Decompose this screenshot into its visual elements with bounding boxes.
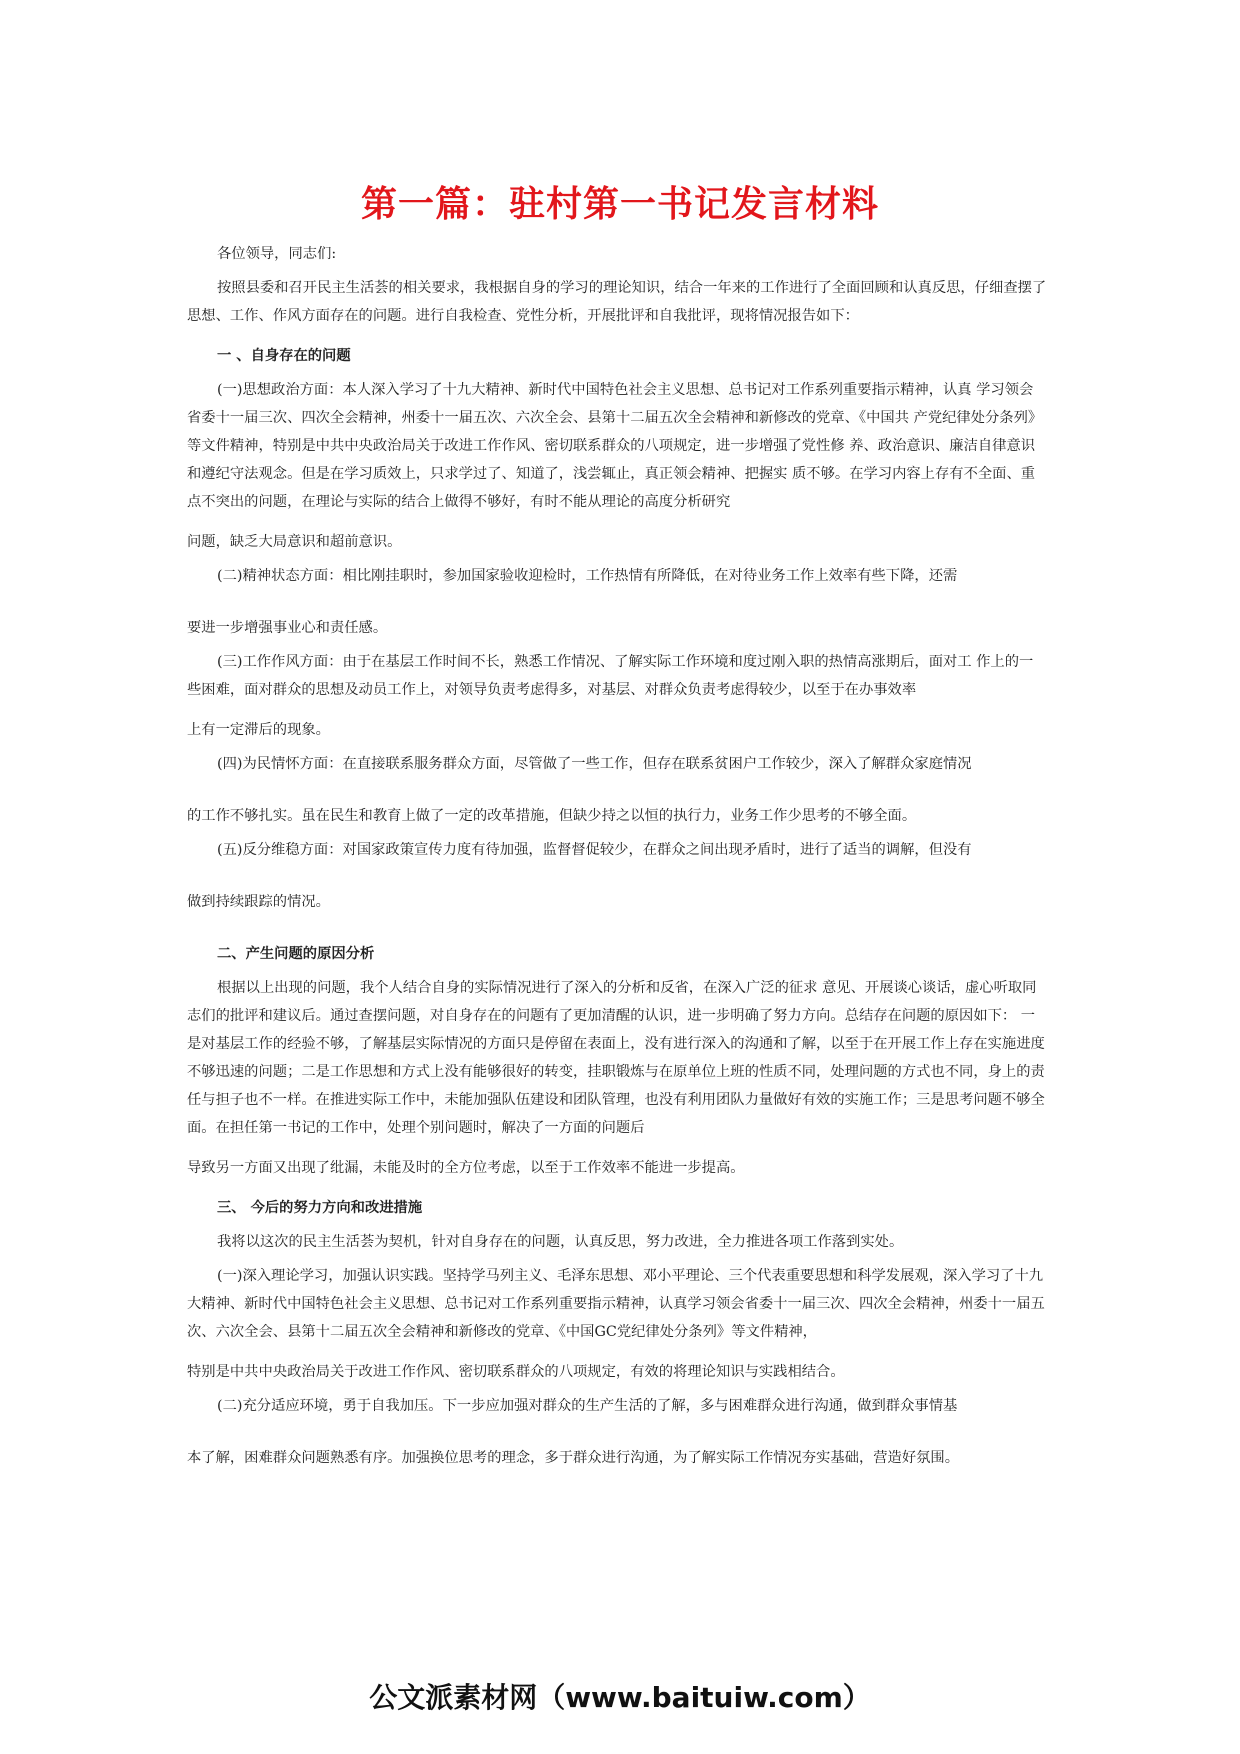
greeting: 各位领导，同志们: [217, 246, 337, 262]
section-1-paragraph-2: (二)精神状态方面：相比刚挂职时，参加国家验收迎检时，工作热情有所降低，在对待业务工作上效率有些下降，还需 [217, 568, 958, 584]
section-2-paragraph-1-continued: 导致另一方面又出现了纰漏，未能及时的全方位考虑，以至于工作效率不能进一步提高。 [187, 1160, 745, 1176]
section-1-heading: 一 、自身存在的问题 [217, 348, 351, 364]
section-1-paragraph-5-continued: 做到持续跟踪的情况。 [187, 894, 330, 910]
section-2-paragraph-1: 根据以上出现的问题，我个人结合自身的实际情况进行了深入的分析和反省，在深入广泛的征求 意见、开展谈心谈话，虚心听取同志们的批评和建议后。通过查摆问题，对自身存在的问题有了更加清醒的认识，进一步明确了努力方向。总结存在问题的原因如下： 一是对基层工作的经验不够，了解基层实际情况的方面只是停留在表面上，没有进行深入的沟通和了解，以至于在开展工作上存在实施进度不够迅速的问题；二是工作思想和方式上没有能够很好的转变，挂职锻炼与在原单位上班的性质不同，处理问题的方式也不同，身上的责任与担子也不一样。在推进实际工作中，未能加强队伍建设和团队管理，也没有利用团队力量做好有效的实施工作；三是思考问题不够全面。在担任第一书记的工作中，处理个别问题时，解决了一方面的问题后 [187, 980, 1045, 1136]
section-2-heading: 二、产生问题的原因分析 [217, 946, 375, 962]
section-1-paragraph-5: (五)反分维稳方面：对国家政策宣传力度有待加强，监督督促较少，在群众之间出现矛盾时，进行了适当的调解，但没有 [217, 842, 972, 858]
section-1-paragraph-3-continued: 上有一定滞后的现象。 [187, 722, 330, 738]
section-3-paragraph-1: (一)深入理论学习，加强认识实践。坚持学马列主义、毛泽东思想、邓小平理论、三个代表重要思想和科学发展观，深入学习了十九大精神、新时代中国特色社会主义思想、总书记对工作系列重要指示精神，认真学习领会省委十一届三次、四次全会精神，州委十一届五次、六次全会、县第十二届五次全会精神和新修改的党章、《中国GC党纪律处分条列》等文件精神， [187, 1268, 1045, 1340]
section-1-paragraph-2-continued: 要进一步增强事业心和责任感。 [187, 620, 388, 636]
section-3-paragraph-1-continued: 特别是中共中央政治局关于改进工作作风、密切联系群众的八项规定，有效的将理论知识与实践相结合。 [187, 1364, 845, 1380]
section-3-intro: 我将以这次的民主生活荟为契机，针对自身存在的问题，认真反思，努力改进，全力推进各项工作落到实处。 [217, 1234, 904, 1250]
section-3-paragraph-2: (二)充分适应环境，勇于自我加压。下一步应加强对群众的生产生活的了解，多与困难群众进行沟通，做到群众事情基 [217, 1398, 958, 1414]
section-1-paragraph-3: (三)工作作风方面：由于在基层工作时间不长，熟悉工作情况、了解实际工作环境和度过刚入职的热情高涨期后，面对工 作上的一些困难，面对群众的思想及动员工作上，对领导负责考虑得多，对基层、对群众负责考虑得较少，以至于在办事效率 [187, 654, 1034, 698]
source-footer: 公文派素材网（www.baituiw.com） [369, 1681, 871, 1714]
document-body [187, 240, 1047, 1472]
section-1-paragraph-1-continued: 问题，缺乏大局意识和超前意识。 [187, 534, 402, 550]
section-1-paragraph-4-continued: 的工作不够扎实。虽在民生和教育上做了一定的改革措施，但缺少持之以恒的执行力，业务工作少思考的不够全面。 [187, 808, 917, 824]
intro-paragraph: 按照县委和召开民主生活荟的相关要求，我根据自身的学习的理论知识，结合一年来的工作进行了全面回顾和认真反思，仔细查摆了思想、工作、作风方面存在的问题。进行自我检查、党性分析，开展批评和自我批评，现将情况报告如下： [187, 280, 1047, 324]
section-1-paragraph-1: (一)思想政治方面：本人深入学习了十九大精神、新时代中国特色社会主义思想、总书记对工作系列重要指示精神，认真 学习领会省委十一届三次、四次全会精神，州委十一届五次、六次全会、县第十二届五次全会精神和新修改的党章、《中国共 产党纪律处分条列》等文件精神，特别是中共中央政治局关于改进工作作风、密切联系群众的八项规定，进一步增强了党性修 养、政治意识、廉洁自律意识和遵纪守法观念。但是在学习质效上，只求学过了、知道了，浅尝辄止，真正领会精神、把握实 质不够。在学习内容上存有不全面、重点不突出的问题，在理论与实际的结合上做得不够好，有时不能从理论的高度分析研究 [187, 382, 1043, 510]
section-3-heading: 三、 今后的努力方向和改进措施 [217, 1200, 423, 1216]
section-1-paragraph-4: (四)为民情怀方面：在直接联系服务群众方面，尽管做了一些工作，但存在联系贫困户工作较少，深入了解群众家庭情况 [217, 756, 972, 772]
document-title: 第一篇：驻村第一书记发言材料 [360, 184, 879, 225]
section-3-paragraph-2-continued: 本了解，困难群众问题熟悉有序。加强换位思考的理念，多于群众进行沟通，为了解实际工作情况夯实基础，营造好氛围。 [187, 1450, 960, 1466]
